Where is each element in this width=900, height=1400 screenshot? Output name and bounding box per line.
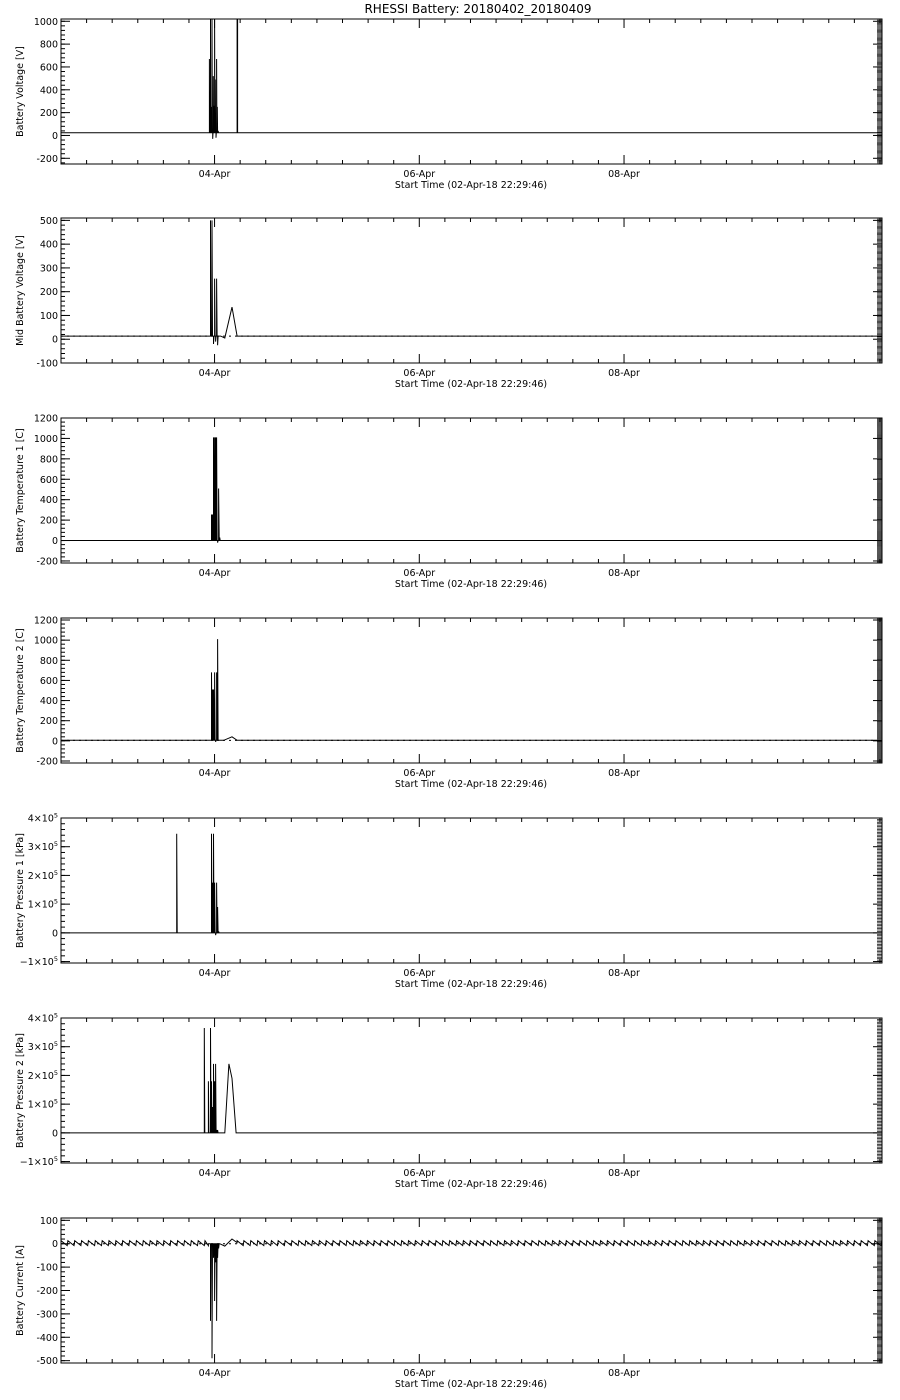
y-tick-label: -400 bbox=[36, 1332, 58, 1344]
y-tick-label: $4\times 10^5$ bbox=[27, 1011, 58, 1025]
y-tick-label: 600 bbox=[39, 62, 58, 74]
y-tick-label: 0 bbox=[51, 736, 58, 748]
data-line bbox=[61, 437, 882, 542]
y-tick-label: 100 bbox=[39, 310, 58, 322]
y-tick-label: -200 bbox=[36, 756, 58, 768]
y-tick-label: $4\times 10^5$ bbox=[27, 811, 58, 825]
y-tick-label: $1\times 10^5$ bbox=[27, 1097, 58, 1111]
y-tick-label: 800 bbox=[39, 39, 58, 51]
y-tick-label: 600 bbox=[39, 474, 58, 486]
y-tick-label: 200 bbox=[39, 716, 58, 728]
y-tick-label: $2\times 10^5$ bbox=[27, 868, 58, 882]
x-tick-label: 04-Apr bbox=[198, 169, 231, 180]
y-tick-label: 1000 bbox=[33, 433, 58, 445]
y-tick-label: -100 bbox=[36, 1262, 58, 1274]
x-axis-label: Start Time (02-Apr-18 22:29:46) bbox=[394, 579, 548, 590]
plot-frame bbox=[61, 618, 882, 763]
plot-frame bbox=[61, 818, 882, 963]
y-tick-label: 800 bbox=[39, 454, 58, 466]
y-tick-label: -200 bbox=[36, 556, 58, 568]
y-tick-label: 200 bbox=[39, 108, 58, 120]
y-tick-label: 1200 bbox=[33, 413, 58, 425]
y-tick-label: 400 bbox=[39, 239, 58, 251]
panels bbox=[15, 17, 882, 1390]
plot-frame bbox=[61, 418, 882, 563]
y-tick-label: 1000 bbox=[33, 635, 58, 647]
x-tick-label: 08-Apr bbox=[608, 568, 640, 579]
x-tick-label: 04-Apr bbox=[198, 768, 231, 779]
y-axis-label: Mid Battery Voltage [V] bbox=[15, 235, 26, 346]
y-tick-label: 400 bbox=[39, 495, 58, 507]
data-line bbox=[61, 1239, 882, 1358]
y-tick-label: 200 bbox=[39, 515, 58, 527]
series-group bbox=[61, 639, 882, 742]
y-tick-label: $-1\times 10^5$ bbox=[19, 1155, 58, 1169]
y-tick-label: $2\times 10^5$ bbox=[27, 1068, 58, 1082]
y-axis-label: Battery Temperature 1 [C] bbox=[15, 428, 26, 553]
y-tick-label: -200 bbox=[36, 153, 58, 165]
x-tick-label: 08-Apr bbox=[608, 169, 640, 180]
plot-frame bbox=[61, 1218, 882, 1363]
x-tick-label: 04-Apr bbox=[198, 1168, 231, 1179]
y-tick-label: -500 bbox=[36, 1356, 58, 1368]
x-tick-label: 04-Apr bbox=[198, 968, 231, 979]
y-tick-label: 200 bbox=[39, 287, 58, 299]
x-axis-label: Start Time (02-Apr-18 22:29:46) bbox=[394, 379, 548, 390]
x-tick-label: 08-Apr bbox=[608, 968, 640, 979]
y-tick-label: $1\times 10^5$ bbox=[27, 897, 58, 911]
plot-frame bbox=[61, 19, 882, 164]
data-line bbox=[61, 1028, 882, 1133]
series-group bbox=[61, 220, 882, 345]
data-line bbox=[61, 19, 882, 139]
y-axis-label: Battery Current [A] bbox=[15, 1245, 26, 1336]
series-group bbox=[61, 19, 882, 139]
panel-2 bbox=[15, 216, 882, 390]
y-tick-label: 800 bbox=[39, 655, 58, 667]
y-tick-label: -100 bbox=[36, 358, 58, 370]
x-tick-label: 04-Apr bbox=[198, 368, 231, 379]
plot-frame bbox=[61, 218, 882, 363]
x-axis-label: Start Time (02-Apr-18 22:29:46) bbox=[394, 1379, 548, 1390]
x-tick-label: 06-Apr bbox=[403, 169, 436, 180]
y-tick-label: $3\times 10^5$ bbox=[27, 840, 58, 854]
x-tick-label: 06-Apr bbox=[403, 1368, 436, 1379]
x-axis-label: Start Time (02-Apr-18 22:29:46) bbox=[394, 180, 548, 191]
data-line bbox=[61, 220, 882, 345]
y-tick-label: -300 bbox=[36, 1309, 58, 1321]
x-tick-label: 04-Apr bbox=[198, 568, 231, 579]
y-tick-label: 0 bbox=[51, 536, 58, 548]
x-tick-label: 06-Apr bbox=[403, 768, 436, 779]
plot-frame bbox=[61, 1018, 882, 1163]
x-tick-label: 08-Apr bbox=[608, 768, 640, 779]
panel-6 bbox=[15, 1012, 882, 1191]
panel-3 bbox=[15, 414, 882, 591]
y-tick-label: 300 bbox=[39, 263, 58, 275]
x-axis-label: Start Time (02-Apr-18 22:29:46) bbox=[394, 979, 548, 990]
y-axis-label: Battery Temperature 2 [C] bbox=[15, 628, 26, 753]
x-tick-label: 06-Apr bbox=[403, 968, 436, 979]
panel-4 bbox=[15, 616, 882, 790]
y-tick-label: 0 bbox=[51, 334, 58, 346]
y-tick-label: 0 bbox=[51, 130, 58, 142]
y-axis-label: Battery Pressure 1 [kPa] bbox=[15, 833, 26, 948]
series-group bbox=[61, 834, 882, 935]
x-axis-label: Start Time (02-Apr-18 22:29:46) bbox=[394, 1179, 548, 1190]
x-tick-label: 06-Apr bbox=[403, 1168, 436, 1179]
x-tick-label: 08-Apr bbox=[608, 1168, 640, 1179]
x-tick-label: 06-Apr bbox=[403, 368, 436, 379]
y-tick-label: 0 bbox=[51, 928, 58, 940]
chart-title: RHESSI Battery: 20180402_20180409 bbox=[364, 2, 592, 16]
x-tick-label: 08-Apr bbox=[608, 1368, 640, 1379]
y-tick-label: 400 bbox=[39, 696, 58, 708]
y-axis-label: Battery Pressure 2 [kPa] bbox=[15, 1033, 26, 1148]
x-axis-label: Start Time (02-Apr-18 22:29:46) bbox=[394, 779, 548, 790]
x-tick-label: 08-Apr bbox=[608, 368, 640, 379]
y-tick-label: $3\times 10^5$ bbox=[27, 1040, 58, 1054]
y-tick-label: 0 bbox=[51, 1239, 58, 1251]
series-group bbox=[61, 437, 882, 542]
y-tick-label: 1200 bbox=[33, 615, 58, 627]
series-group bbox=[61, 1239, 882, 1358]
y-tick-label: 1000 bbox=[33, 16, 58, 28]
y-tick-label: 400 bbox=[39, 85, 58, 97]
y-axis-label: Battery Voltage [V] bbox=[15, 46, 26, 137]
x-tick-label: 06-Apr bbox=[403, 568, 436, 579]
y-tick-label: $-1\times 10^5$ bbox=[19, 955, 58, 969]
y-tick-label: -200 bbox=[36, 1286, 58, 1297]
data-line bbox=[61, 639, 882, 742]
x-tick-label: 04-Apr bbox=[198, 1368, 231, 1379]
y-tick-label: 0 bbox=[51, 1128, 58, 1140]
panel-7 bbox=[15, 1216, 882, 1390]
data-line bbox=[61, 834, 882, 935]
panel-5 bbox=[15, 812, 882, 991]
series-group bbox=[61, 1028, 882, 1133]
y-tick-label: 100 bbox=[39, 1215, 58, 1227]
panel-1 bbox=[15, 17, 882, 191]
y-tick-label: 500 bbox=[39, 215, 58, 227]
y-tick-label: 600 bbox=[39, 675, 58, 687]
